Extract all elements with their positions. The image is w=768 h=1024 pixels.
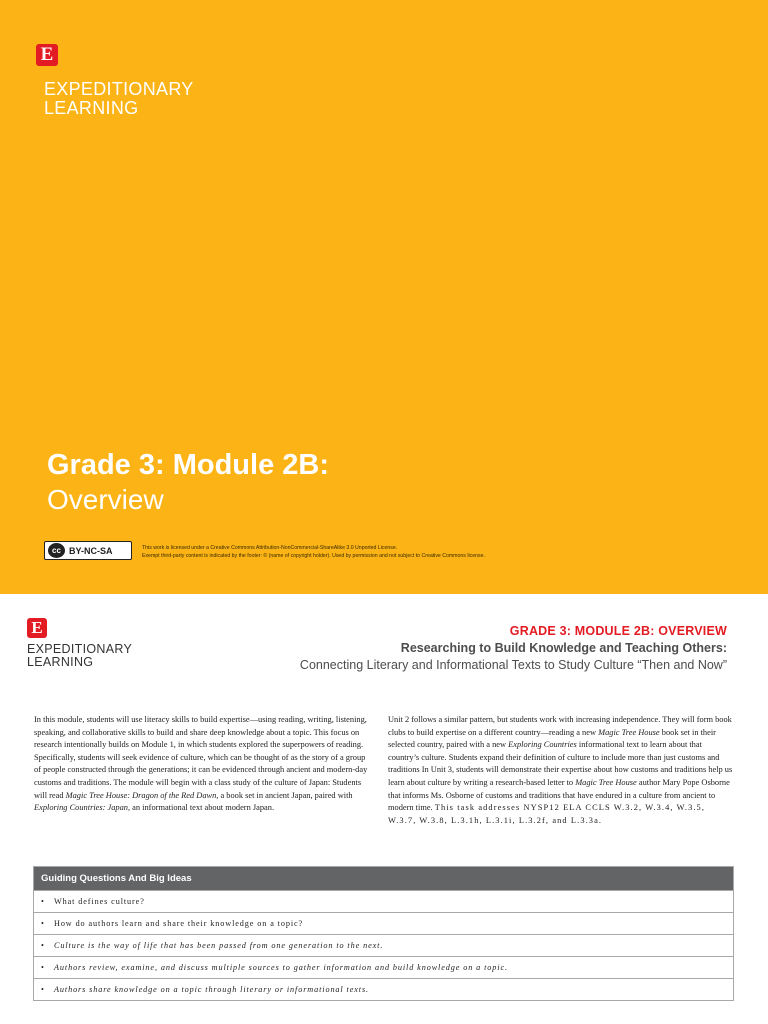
bullet-icon: • — [41, 941, 45, 950]
logo-line-2: LEARNING — [44, 97, 139, 118]
logo-line-2: LEARNING — [27, 655, 94, 670]
overview-left-column: In this module, students will use literacy skills to build expertise—using reading, writing, listening, speaking, and collaborative skills to build and share deep knowledge about a topic. This focus on research intentionally builds on Module 1, in which students explored the superpowers of reading. Specifically, students will seek evidence of culture, which can be thought of as the story of a group of people constructed through the generations; it can be evidenced through ancient and modern-day customs and traditions. The module will begin with a class study of the culture of Japan: Students will read Magic Tree House: Dragon of the Red Dawn, a book set in ancient Japan, paired with Exploring Countries: Japan, an informational text about modern Japan. — [34, 715, 368, 813]
cc-icon: cc — [48, 543, 65, 558]
license-notice — [142, 545, 562, 560]
license-line-2: Exempt third-party content is indicated by the footer: © (name of copyright holder). Used by permission and not subject to Creative Commons license. — [142, 552, 485, 559]
guiding-questions-box — [33, 866, 734, 1001]
guiding-item-text: Culture is the way of life that has been passed from one generation to the next. — [54, 941, 384, 950]
cover-logo-text — [44, 80, 194, 118]
cover-title: Grade 3: Module 2B: — [47, 449, 329, 481]
bullet-icon: • — [41, 985, 45, 994]
page-header — [300, 624, 727, 672]
guiding-item — [34, 956, 733, 978]
book-title: Magic Tree House: Dragon of the Red Dawn — [65, 790, 217, 800]
guiding-questions-heading: Guiding Questions And Big Ideas — [34, 867, 733, 890]
overview-right-column: Unit 2 follows a similar pattern, but students work with increasing independence. They will form book clubs to build expertise on a different country—reading a new Magic Tree House book set in their selected country, paired with a new Exploring Countries informational text to learn about that country’s culture. Students expand their definition of culture to include more than just customs and traditions In Unit 3, students will demonstrate their expertise about how customs and traditions help us learn about culture by writing a research-based letter to Magic Tree House author Mary Pope Osborne that informs Ms. Osborne of customs and traditions that have endured in a culture from ancient to modern time. This task addresses NYSP12 ELA CCLS W.3.2, W.3.4, W.3.5, W.3.7, W.3.8, L.3.1h, L.3.1i, L.3.2f, and L.3.3a. — [388, 715, 733, 825]
license-line-1: This work is licensed under a Creative Commons Attribution-NonCommercial-ShareAlike 3.0 Unported License. — [142, 545, 398, 551]
el-logo-icon: E — [27, 618, 47, 638]
book-title: Magic Tree House — [598, 727, 660, 737]
guiding-questions-list — [34, 890, 733, 1000]
logo-line-1: EXPEDITIONARY — [27, 642, 133, 656]
book-title: Exploring Countries: Japan — [34, 803, 128, 813]
guiding-item-text: How do authors learn and share their knowledge on a topic? — [54, 919, 304, 928]
guiding-item-text: Authors review, examine, and discuss multiple sources to gather information and build knowledge on a topic. — [54, 963, 508, 972]
header-logo-text — [27, 643, 132, 669]
el-logo-icon: E — [36, 44, 58, 66]
guiding-item-text: Authors share knowledge on a topic through literary or informational texts. — [54, 985, 370, 994]
book-title: Exploring Countries — [508, 740, 577, 750]
bullet-icon: • — [41, 897, 45, 906]
guiding-item — [34, 934, 733, 956]
bullet-icon: • — [41, 963, 45, 972]
header-title: Researching to Build Knowledge and Teaching Others: — [400, 641, 727, 655]
guiding-item — [34, 912, 733, 934]
guiding-item — [34, 890, 733, 912]
guiding-item — [34, 978, 733, 1000]
cover-subtitle: Overview — [47, 484, 164, 515]
header-grade: GRADE 3: MODULE 2B: OVERVIEW — [509, 624, 727, 638]
standards-text: This task addresses NYSP12 ELA CCLS W.3.2, W.3.4, W.3.5, W.3.7, W.3.8, L.3.1h, L.3.1i, L.3.2f, and L.3.3a. — [388, 803, 706, 825]
logo-line-1: EXPEDITIONARY — [44, 79, 194, 99]
cc-badge-label: BY-NC-SA — [69, 545, 113, 556]
book-title: Magic Tree House — [575, 777, 637, 787]
bullet-icon: • — [41, 919, 45, 928]
guiding-item-text: What defines culture? — [54, 897, 145, 906]
header-subtitle: Connecting Literary and Informational Texts to Study Culture “Then and Now” — [299, 658, 727, 672]
creative-commons-badge[interactable] — [44, 541, 132, 560]
